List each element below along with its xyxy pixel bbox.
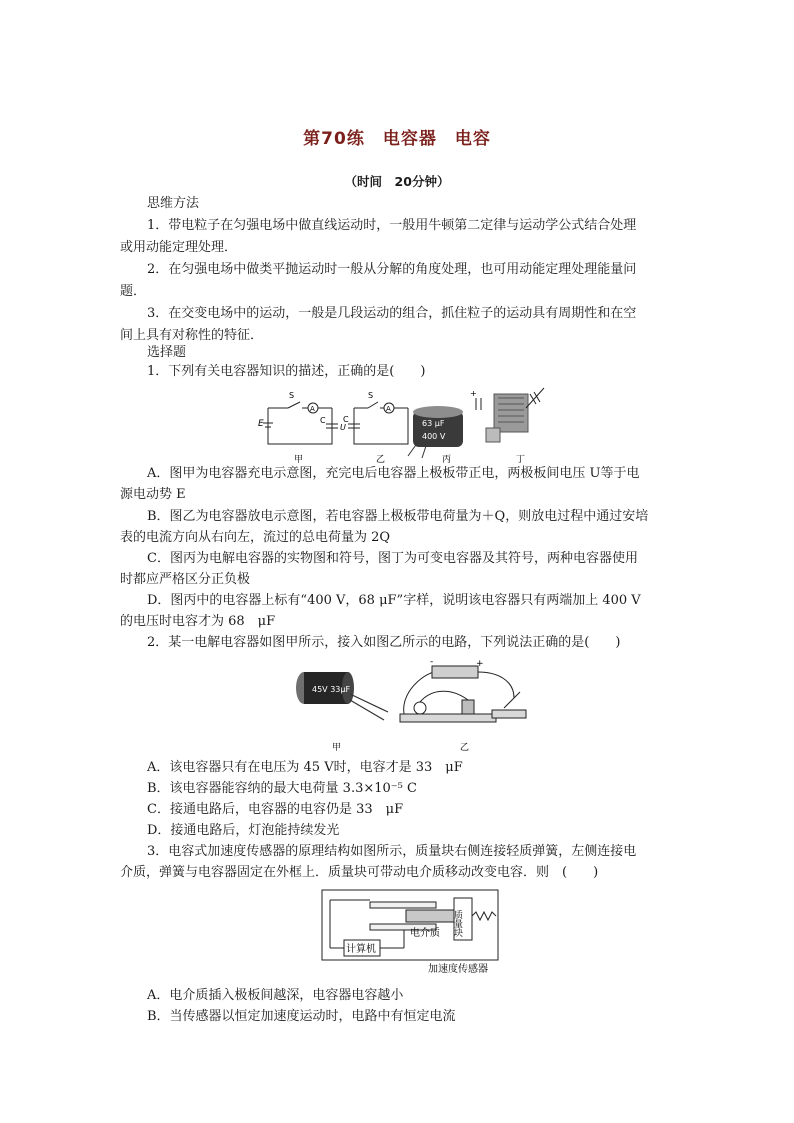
plus-sign: + — [476, 659, 484, 669]
computer-label: 计算机 — [346, 944, 376, 955]
polarized-cap-symbol — [476, 398, 481, 410]
capacitor-print-top: 63 μF — [422, 419, 445, 428]
q1-figure — [258, 384, 548, 466]
time-limit: （时间 20分钟） — [344, 174, 450, 189]
variable-capacitor-photo — [486, 394, 528, 442]
switch-label-jia: S — [289, 391, 295, 400]
q2-option-line: A．该电容器只有在电压为 45 V时，电容才是 33 μF — [147, 760, 463, 775]
dielectric-label: 电介质 — [410, 928, 440, 939]
ammeter-label-yi: A — [386, 405, 391, 413]
emf-label-jia: E — [258, 419, 264, 429]
q1-option-line: C．图丙为电解电容器的实物图和符号，图丁为可变电容器及其符号，两种电容器使用 — [147, 551, 638, 566]
method-line: 间上具有对称性的特征． — [120, 328, 264, 343]
q3-stem-line: 介质，弹簧与电容器固定在外框上．质量块可带动电介质移动改变电容．则 ( ) — [120, 865, 599, 880]
voltage-label-jia: U — [340, 423, 346, 432]
q3-option-line: A．电介质插入极板间越深，电容器电容越小 — [147, 988, 404, 1003]
figure-label-yi: 乙 — [376, 455, 386, 465]
q3-figure — [320, 888, 502, 976]
q1-option-line: 的电压时电容才为 68 μF — [120, 614, 276, 629]
q1-option-line: 表的电流方向从右向左，流过的总电荷量为 2Q — [120, 530, 391, 545]
q1-stem: 1．下列有关电容器知识的描述，正确的是( ) — [147, 364, 426, 379]
plus-sign: + — [470, 389, 477, 398]
method-line: 1．带电粒子在匀强电场中做直线运动时，一般用牛顿第二定律与运动学公式结合处理 — [147, 218, 637, 233]
method-heading: 思维方法 — [147, 196, 200, 211]
ammeter-label-jia: A — [310, 405, 315, 413]
figure-label-ding: 丁 — [516, 455, 526, 465]
q2-option-line: B．该电容器能容纳的最大电荷量 3.3×10⁻⁵ C — [147, 781, 417, 796]
electrolytic-capacitor-photo — [296, 672, 388, 720]
q2-option-line: D．接通电路后，灯泡能持续发光 — [147, 823, 340, 838]
method-line: 或用动能定理处理． — [120, 240, 238, 255]
q2-stem: 2．某一电解电容器如图甲所示，接入如图乙所示的电路，下列说法正确的是( ) — [147, 635, 621, 650]
q1-option-line: 时都应严格区分正负极 — [120, 572, 251, 587]
circuit-jia — [263, 402, 338, 444]
q1-option-line: B．图乙为电容器放电示意图，若电容器上极板带电荷量为＋Q，则放电过程中通过安培 — [147, 509, 649, 524]
figure-label-jia: 甲 — [294, 455, 304, 465]
minus-sign: - — [430, 658, 434, 667]
q1-option-line: A．图甲为电容器充电示意图，充完电后电容器上极板带正电，两极板间电压 U等于电 — [147, 466, 640, 481]
figure-label-jia: 甲 — [332, 743, 342, 753]
method-line: 3．在交变电场中的运动，一般是几段运动的组合，抓住粒子的运动具有周期性和在空 — [147, 306, 637, 321]
figure-caption: 加速度传感器 — [428, 964, 488, 975]
q3-stem-line: 3．电容式加速度传感器的原理结构如图所示，质量块右侧连接轻质弹簧，左侧连接电 — [147, 844, 637, 859]
q1-option-line: 源电动势 E — [120, 487, 186, 502]
method-line: 2．在匀强电场中做类平抛运动时一般从分解的角度处理，也可用动能定理处理能量问 — [147, 262, 637, 277]
mass-block-label: 质量块 — [452, 910, 462, 937]
cap-label-jia: C — [320, 416, 326, 425]
figure-label-yi: 乙 — [460, 743, 470, 753]
method-line: 题． — [120, 284, 147, 299]
q1-option-line: D．图丙中的电容器上标有“400 V，68 μF”字样，说明该电容器只有两端加上 400 V — [147, 593, 641, 608]
q2-figure — [292, 658, 534, 753]
page-title: 第70练 电容器 电容 — [303, 129, 491, 149]
circuit-board — [400, 666, 526, 722]
capacitor-print: 45V 33μF — [312, 685, 351, 694]
q2-option-line: C．接通电路后，电容器的电容仍是 33 μF — [147, 802, 404, 817]
variable-cap-symbol — [526, 388, 544, 408]
section-heading: 选择题 — [147, 345, 187, 360]
circuit-yi — [348, 402, 408, 444]
capacitor-print-bottom: 400 V — [422, 432, 446, 441]
figure-label-bing: 丙 — [442, 455, 452, 465]
q3-option-line: B．当传感器以恒定加速度运动时，电路中有恒定电流 — [147, 1009, 456, 1024]
cap-label-yi: C — [343, 415, 349, 424]
switch-label-yi: S — [368, 391, 374, 400]
